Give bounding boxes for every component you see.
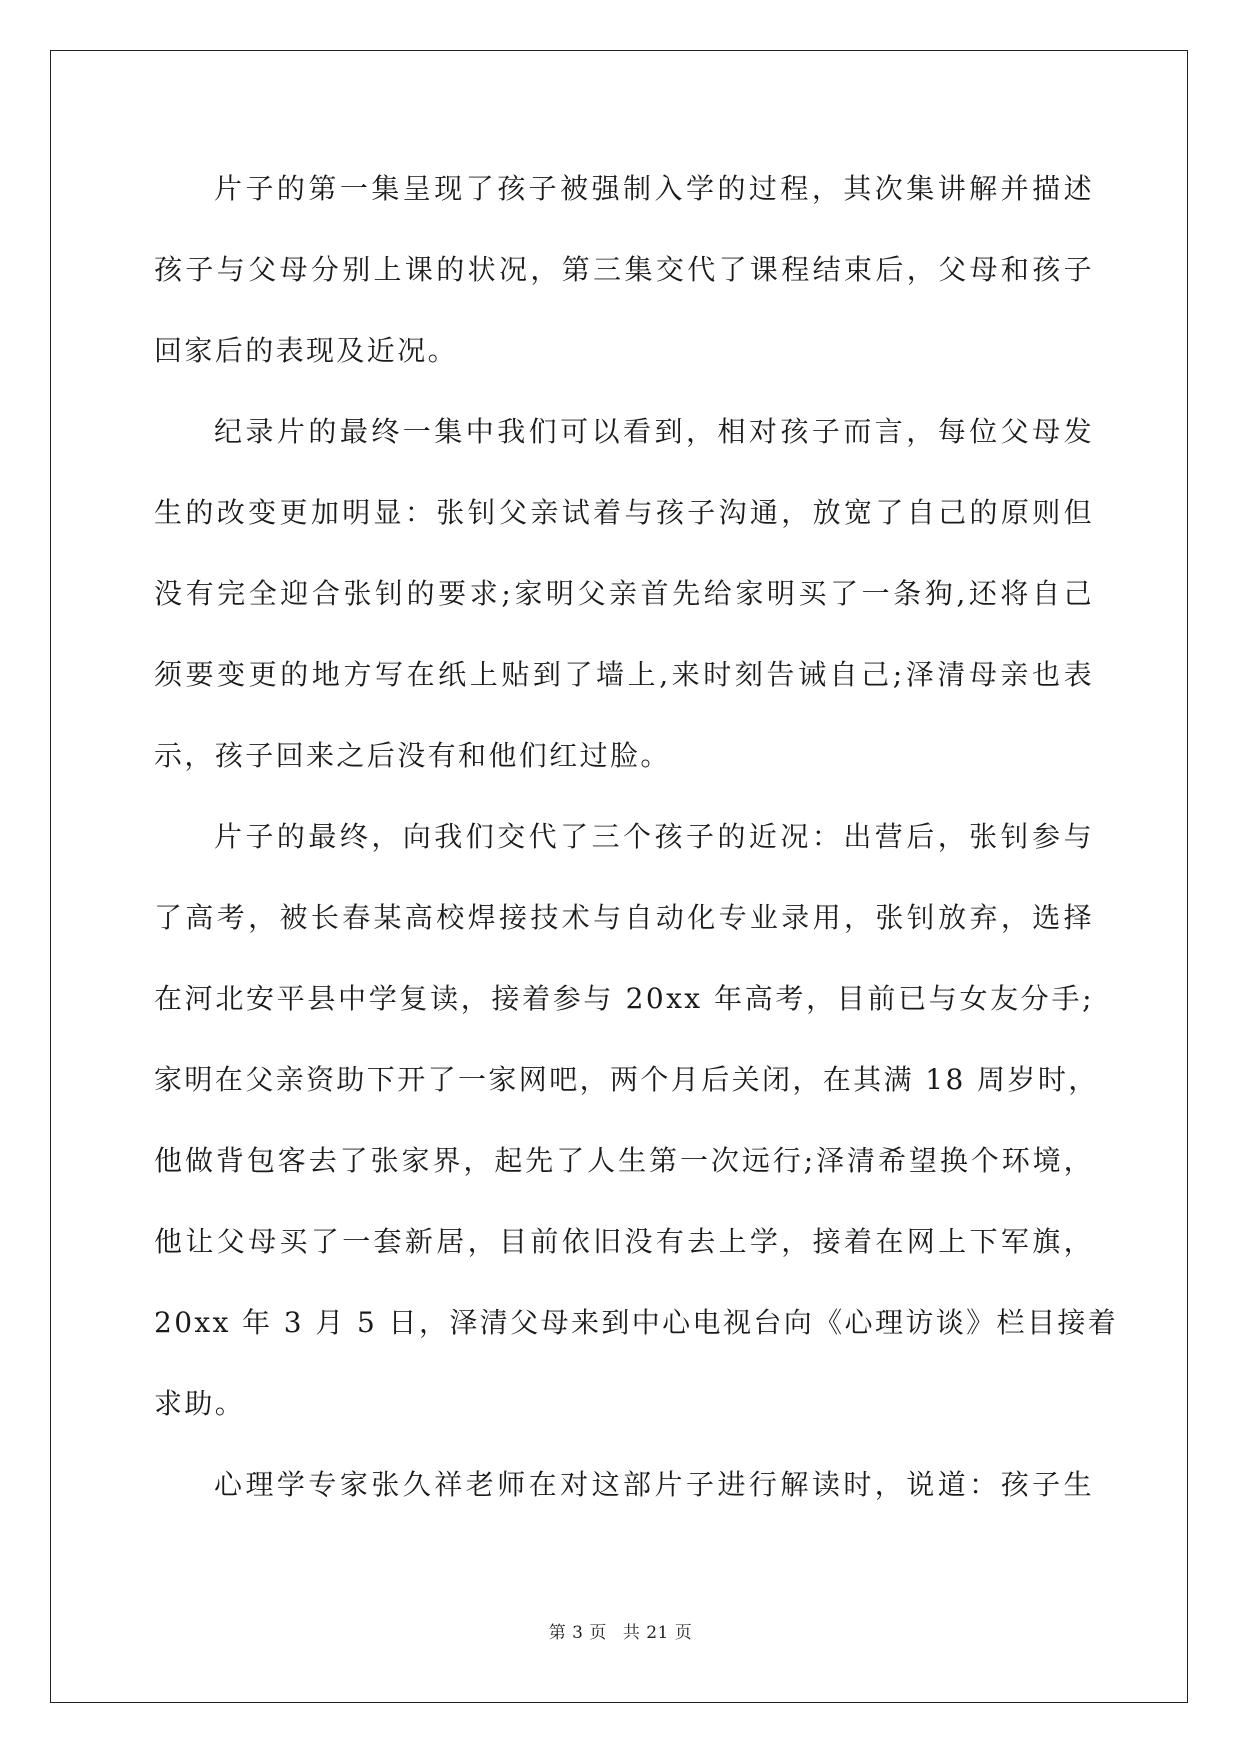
paragraph	[154, 165, 1094, 408]
text-line: 片子的最终，向我们交代了三个孩子的近况：出营后，张钊参与	[214, 820, 1094, 853]
text-line: 回家后的表现及近况。	[154, 334, 459, 367]
text-line: 求助。	[154, 1387, 246, 1420]
page-footer	[0, 1618, 1241, 1643]
text-line: 他让父母买了一套新居，目前依旧没有去上学，接着在网上下军旗，	[154, 1225, 1094, 1258]
paragraph	[154, 408, 1094, 813]
text-line: 没有完全迎合张钊的要求;家明父亲首先给家明买了一条狗,还将自己	[154, 577, 1094, 610]
text-line: 纪录片的最终一集中我们可以看到，相对孩子而言，每位父母发	[214, 415, 1094, 448]
page-total: 共 21 页	[622, 1623, 693, 1643]
text-line: 在河北安平县中学复读，接着参与 20xx 年高考，目前已与女友分手;	[154, 982, 1094, 1015]
text-line: 家明在父亲资助下开了一家网吧，两个月后关闭，在其满 18 周岁时，	[154, 1063, 1099, 1096]
text-line: 20xx 年 3 月 5 日，泽清父母来到中心电视台向《心理访谈》栏目接着	[154, 1306, 1119, 1339]
text-line: 须要变更的地方写在纸上贴到了墙上,来时刻告诫自己;泽清母亲也表	[154, 658, 1094, 691]
text-line: 心理学专家张久祥老师在对这部片子进行解读时，说道：孩子生	[214, 1468, 1094, 1501]
text-line: 他做背包客去了张家界，起先了人生第一次远行;泽清希望换个环境，	[154, 1144, 1094, 1177]
text-line: 示，孩子回来之后没有和他们红过脸。	[154, 739, 671, 772]
document-body	[154, 165, 1119, 1542]
text-line: 了高考，被长春某高校焊接技术与自动化专业录用，张钊放弃，选择	[154, 901, 1094, 934]
paragraph	[154, 1461, 1094, 1542]
text-line: 生的改变更加明显：张钊父亲试着与孩子沟通，放宽了自己的原则但	[154, 496, 1094, 529]
page-number: 第 3 页	[548, 1623, 607, 1643]
text-line: 孩子与父母分别上课的状况，第三集交代了课程结束后，父母和孩子	[154, 253, 1094, 286]
paragraph	[154, 813, 1119, 1461]
text-line: 片子的第一集呈现了孩子被强制入学的过程，其次集讲解并描述	[214, 172, 1094, 205]
